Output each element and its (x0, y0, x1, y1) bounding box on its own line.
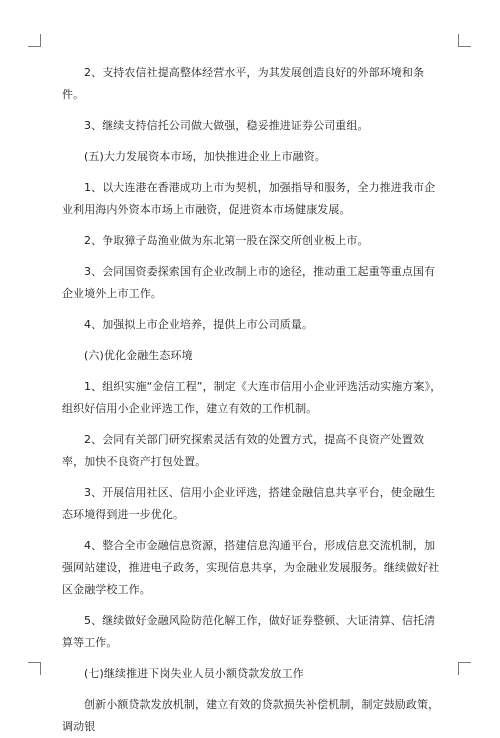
section-heading-financial-ecology: (六)优化金融生态环境 (84, 349, 193, 362)
paragraph-zhangzidao-listing: 2、争取獐子岛渔业做为东北第一股在深交所创业板上市。 (84, 234, 369, 247)
crop-mark-bottom-right (458, 662, 471, 675)
crop-mark-top-left (28, 34, 41, 47)
section-heading-microloans: (七)继续推进下岗失业人员小额贷款发放工作 (84, 667, 304, 680)
paragraph-support-trust-companies: 3、继续支持信托公司做大做强，稳妥推进证券公司重组。 (84, 119, 369, 132)
section-heading-capital-market: (五)大力发展资本市场，加快推进企业上市融资。 (84, 150, 326, 163)
paragraph-listed-company-quality: 4、加强拟上市企业培养，提供上市公司质量。 (84, 318, 314, 331)
crop-mark-top-right (458, 34, 471, 47)
paragraph-soe-restructuring: 3、会同国资委探索国有企业改制上市的途径，推动重工起重等重点国有企业境外上市工作。 (62, 265, 436, 300)
document-body (62, 62, 442, 738)
paragraph-financial-risk: 5、继续做好金融风险防范化解工作，做好证券整顿、大证清算、信托清算等工作。 (62, 614, 436, 649)
paragraph-microloan-mechanism: 创新小额贷款发放机制，建立有效的贷款损失补偿机制，制定鼓励政策，调动银 (62, 698, 440, 733)
paragraph-financial-info-resources: 4、整合全市金融信息资源，搭建信息沟通平台，形成信息交流机制，加强网站建设，推进电子政务，实现信息共享，为金融业发展服务。继续做好社区金融学校工作。 (62, 539, 440, 596)
paragraph-bad-asset-disposal: 2、会同有关部门研究探索灵活有效的处置方式，提高不良资产处置效率，加快不良资产打包处置。 (62, 433, 425, 468)
crop-mark-bottom-left (28, 662, 41, 675)
paragraph-jinxin-project: 1、组织实施“金信工程”，制定《大连市信用小企业评选活动实施方案》，组织好信用小企业评选工作，建立有效的工作机制。 (62, 380, 442, 415)
paragraph-support-rural-credit: 2、支持农信社提高整体经营水平，为其发展创造良好的外部环境和条件。 (62, 66, 425, 101)
paragraph-dalian-port-listing: 1、以大连港在香港成功上市为契机，加强指导和服务，全力推进我市企业利用海内外资本市场上市融资，促进资本市场健康发展。 (62, 181, 436, 216)
paragraph-credit-community: 3、开展信用社区、信用小企业评选，搭建金融信息共享平台，使金融生态环境得到进一步优化。 (62, 486, 436, 521)
